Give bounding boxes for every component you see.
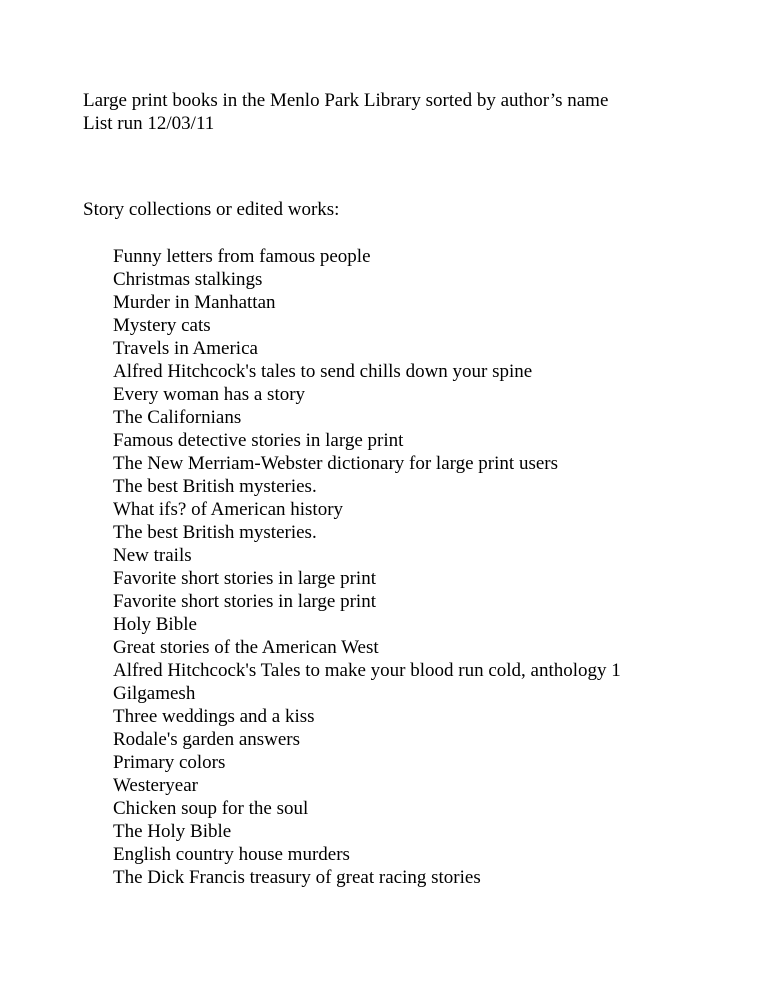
list-item: The New Merriam-Webster dictionary for large print users [113, 453, 558, 474]
list-item: Funny letters from famous people [113, 246, 371, 267]
list-item: Favorite short stories in large print [113, 591, 376, 612]
list-item: Travels in America [113, 338, 258, 359]
list-item: Gilgamesh [113, 683, 196, 704]
list-item: Murder in Manhattan [113, 292, 276, 313]
list-item: Great stories of the American West [113, 637, 379, 658]
list-item: The Californians [113, 407, 242, 428]
list-item: New trails [113, 545, 192, 566]
list-item: Rodale's garden answers [113, 729, 301, 750]
list-item: The best British mysteries. [113, 476, 317, 497]
list-item: English country house murders [113, 844, 350, 865]
run-date: List run 12/03/11 [83, 113, 215, 134]
list-item: The best British mysteries. [113, 522, 317, 543]
list-item: What ifs? of American history [113, 499, 344, 520]
list-item: Westeryear [113, 775, 198, 796]
list-item: Every woman has a story [113, 384, 306, 405]
list-item: Three weddings and a kiss [113, 706, 315, 727]
list-item: Holy Bible [113, 614, 197, 635]
list-item: Famous detective stories in large print [113, 430, 404, 451]
list-item: Alfred Hitchcock's tales to send chills down your spine [113, 361, 533, 382]
list-item: Chicken soup for the soul [113, 798, 309, 819]
list-item: The Dick Francis treasury of great racing stories [113, 867, 481, 888]
list-item: Alfred Hitchcock's Tales to make your blood run cold, anthology 1 [113, 660, 621, 681]
document-header [83, 89, 608, 135]
document-title: Large print books in the Menlo Park Library sorted by author’s name [83, 90, 609, 111]
list-item: Primary colors [113, 752, 226, 773]
list-item: Mystery cats [113, 315, 211, 336]
list-item: Christmas stalkings [113, 269, 263, 290]
section-heading: Story collections or edited works: [83, 199, 340, 220]
book-list [113, 245, 621, 889]
list-item: Favorite short stories in large print [113, 568, 376, 589]
list-item: The Holy Bible [113, 821, 232, 842]
